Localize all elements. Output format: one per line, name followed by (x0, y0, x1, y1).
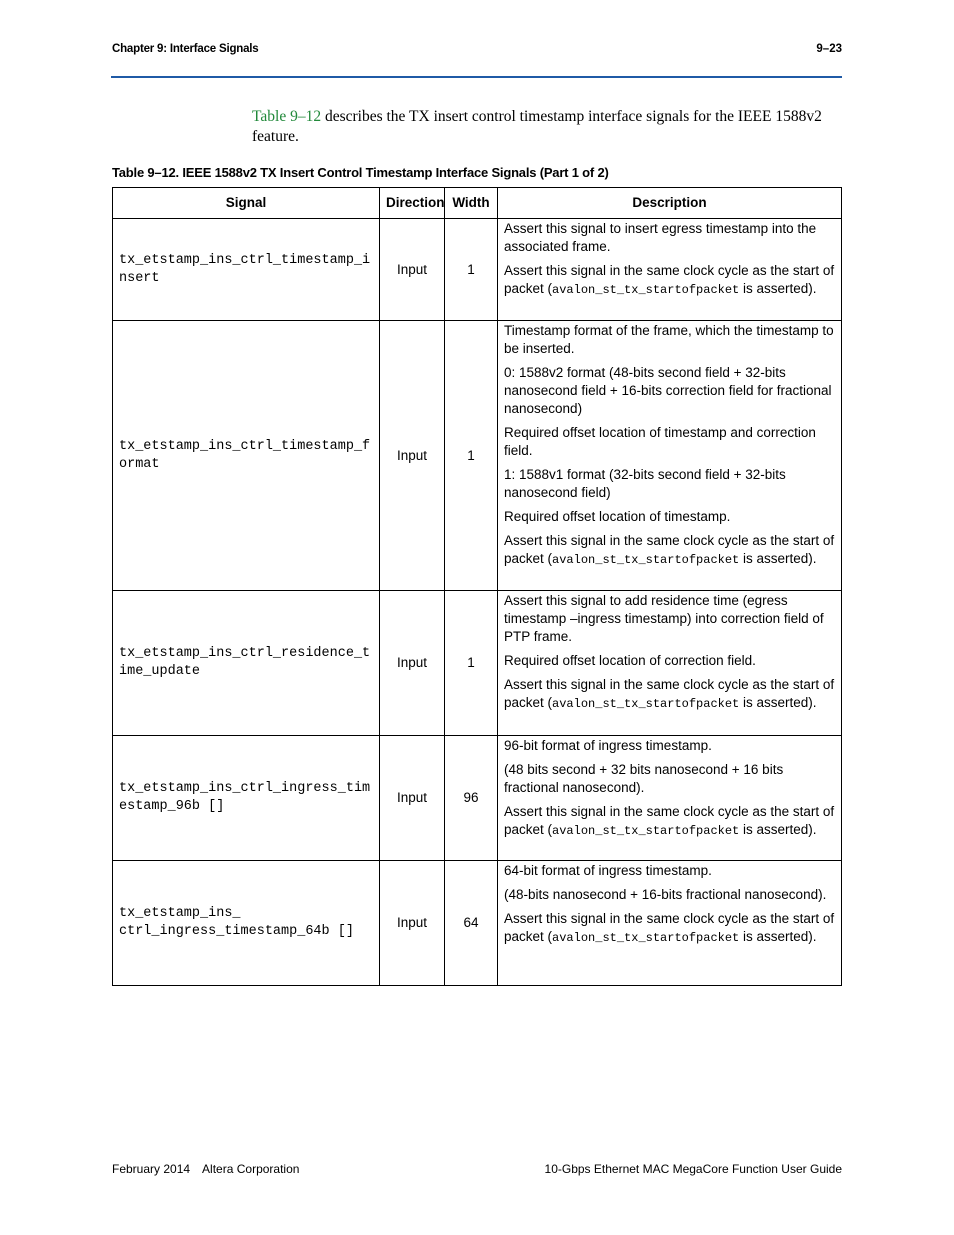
footer-company: Altera Corporation (202, 1162, 300, 1176)
description-text: 1: 1588v1 format (32-bits second field + 32-bits nanosecond field) (504, 467, 786, 500)
signal-direction: Input (380, 591, 445, 736)
signal-direction: Input (380, 736, 445, 861)
description-text: Required offset location of timestamp and correction field. (504, 425, 816, 458)
description-text: Required offset location of timestamp. (504, 509, 731, 524)
table-row (113, 861, 842, 986)
intro-text: describes the TX insert control timestamp interface signals for the IEEE 1588v2 feature. (252, 108, 822, 145)
table-row (113, 591, 842, 736)
description-text: Assert this signal to add residence time (egress timestamp –ingress timestamp) into correction field of PTP frame. (504, 593, 824, 644)
signal-description (498, 861, 842, 986)
signal-table (112, 187, 842, 986)
table-row (113, 736, 842, 861)
table-caption: Table 9–12. IEEE 1588v2 TX Insert Control Timestamp Interface Signals (Part 1 of 2) (112, 165, 609, 180)
signal-width: 1 (445, 321, 498, 591)
signal-description (498, 736, 842, 861)
signal-direction: Input (380, 219, 445, 321)
signal-name: tx_etstamp_ins_ctrl_residence_time_update (113, 591, 380, 736)
signal-description (498, 591, 842, 736)
code-snippet: avalon_st_tx_startofpacket (552, 553, 740, 567)
code-snippet: avalon_st_tx_startofpacket (552, 824, 740, 838)
table-link[interactable]: Table 9–12 (252, 108, 322, 125)
description-text: Assert this signal in the same clock cycle as the start of packet (avalon_st_tx_startofpacket is asserted). (504, 677, 835, 711)
page-number: 9–23 (816, 43, 842, 55)
description-text: Assert this signal in the same clock cycle as the start of packet (avalon_st_tx_startofpacket is asserted). (504, 804, 835, 838)
column-header: Signal (113, 188, 380, 219)
description-text: 0: 1588v2 format (48-bits second field + 32-bits nanosecond field + 16-bits correction field for fractional nanosecond) (504, 365, 832, 416)
footer-left (112, 1162, 299, 1176)
footer-date: February 2014 (112, 1162, 191, 1176)
signal-width: 1 (445, 219, 498, 321)
intro-paragraph (252, 107, 842, 147)
description-text: Timestamp format of the frame, which the timestamp to be inserted. (504, 323, 834, 356)
column-header: Description (498, 188, 842, 219)
code-snippet: avalon_st_tx_startofpacket (552, 283, 740, 297)
column-header: Width (445, 188, 498, 219)
signal-width: 1 (445, 591, 498, 736)
description-text: Assert this signal in the same clock cycle as the start of packet (avalon_st_tx_startofpacket is asserted). (504, 263, 835, 297)
column-header: Direction (380, 188, 445, 219)
code-snippet: avalon_st_tx_startofpacket (552, 697, 740, 711)
description-text: 96-bit format of ingress timestamp. (504, 738, 712, 753)
signal-width: 64 (445, 861, 498, 986)
signal-direction: Input (380, 321, 445, 591)
signal-description (498, 321, 842, 591)
description-text: (48-bits nanosecond + 16-bits fractional nanosecond). (504, 887, 827, 902)
signal-name: tx_etstamp_ins_ ctrl_ingress_timestamp_64b [] (113, 861, 380, 986)
description-text: Assert this signal to insert egress timestamp into the associated frame. (504, 221, 817, 254)
chapter-title: Chapter 9: Interface Signals (112, 43, 259, 55)
signal-description (498, 219, 842, 321)
footer-guide-title: 10-Gbps Ethernet MAC MegaCore Function User Guide (544, 1162, 842, 1176)
table-row (113, 321, 842, 591)
signal-name: tx_etstamp_ins_ctrl_ingress_timestamp_96b [] (113, 736, 380, 861)
table-header-row (113, 188, 842, 219)
description-text: Assert this signal in the same clock cycle as the start of packet (avalon_st_tx_startofpacket is asserted). (504, 533, 835, 567)
description-text: Assert this signal in the same clock cycle as the start of packet (avalon_st_tx_startofpacket is asserted). (504, 911, 835, 945)
description-text: (48 bits second + 32 bits nanosecond + 16 bits fractional nanosecond). (504, 762, 784, 795)
signal-name: tx_etstamp_ins_ctrl_timestamp_format (113, 321, 380, 591)
code-snippet: avalon_st_tx_startofpacket (552, 931, 740, 945)
signal-width: 96 (445, 736, 498, 861)
header-rule (111, 76, 842, 78)
signal-name: tx_etstamp_ins_ctrl_timestamp_insert (113, 219, 380, 321)
description-text: 64-bit format of ingress timestamp. (504, 863, 712, 878)
description-text: Required offset location of correction field. (504, 653, 756, 668)
table-row (113, 219, 842, 321)
signal-direction: Input (380, 861, 445, 986)
